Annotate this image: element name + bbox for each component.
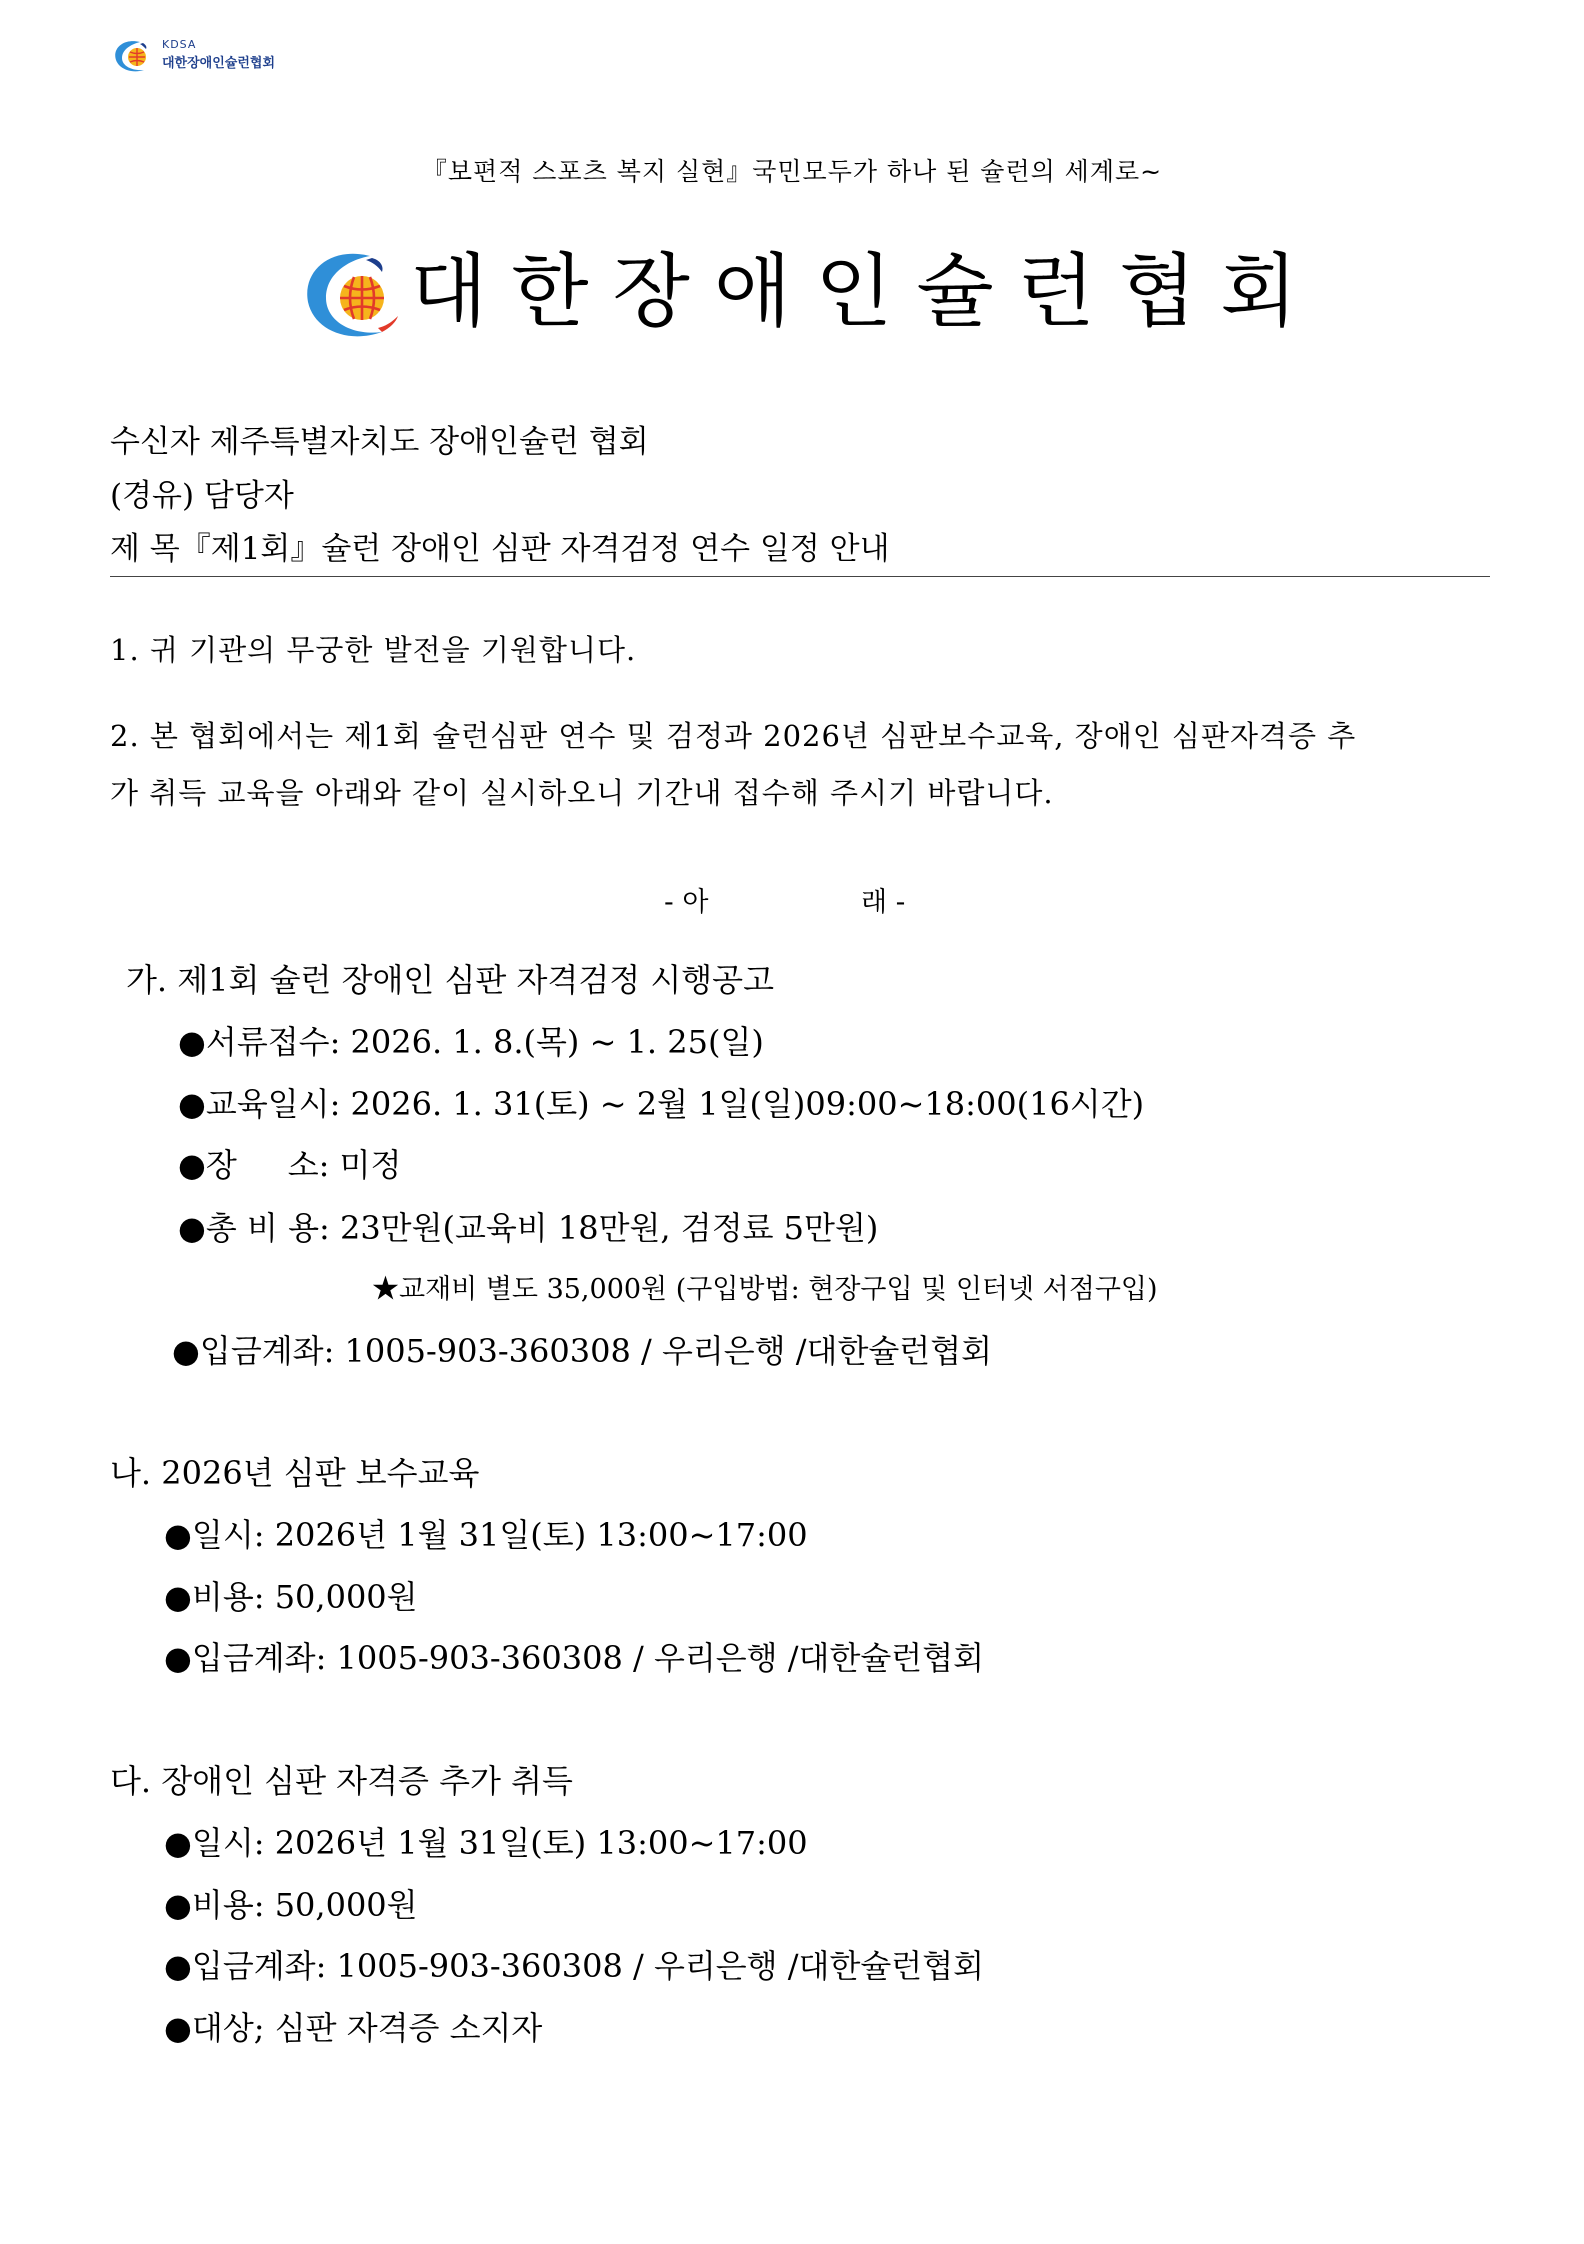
below-heading-right: 래 - [861,887,906,918]
section-na-item: ●일시: 2026년 1월 31일(토) 13:00~17:00 [164,1516,808,1554]
association-logo-icon [298,248,406,344]
org-en-label: KDSA [162,38,197,51]
recipient-line: 수신자 제주특별자치도 장애인슐런 협회 [110,424,649,460]
header-divider [110,576,1490,577]
section-na-title: 나. 2026년 심판 보수교육 [110,1454,480,1492]
slogan: 『보편적 스포츠 복지 실현』국민모두가 하나 된 슐런의 세계로~ [421,157,1163,186]
section-da-item: ●비용: 50,000원 [164,1886,418,1924]
header-logo [110,32,400,82]
section-ga-title: 가. 제1회 슐런 장애인 심판 자격검정 시행공고 [126,961,774,999]
below-heading [664,880,905,919]
paragraph-2-line-1: 2. 본 협회에서는 제1회 슐런심판 연수 및 검정과 2026년 심판보수교육, 장애인 심판자격증 추 [110,719,1357,753]
section-da-title: 다. 장애인 심판 자격증 추가 취득 [110,1762,573,1800]
paragraph-1: 1. 귀 기관의 무궁한 발전을 기원합니다. [110,633,637,667]
below-heading-left: - 아 [664,887,709,918]
section-da-item: ●일시: 2026년 1월 31일(토) 13:00~17:00 [164,1824,808,1862]
association-name: 대한장애인슐런협회 [410,245,1322,338]
section-ga-item: ●교육일시: 2026. 1. 31(토) ~ 2월 1일(일)09:00~18:00(16시간) [178,1085,1145,1123]
via-line: (경유) 담당자 [110,478,294,514]
kdsa-logo-icon [110,38,158,76]
section-na-item: ●입금계좌: 1005-903-360308 / 우리은행 /대한슐런협회 [164,1639,985,1677]
textbook-note: ★교재비 별도 35,000원 (구입방법: 현장구입 및 인터넷 서점구입) [372,1274,1158,1305]
section-ga-item: ●장 소: 미정 [178,1146,402,1184]
section-ga-account: ●입금계좌: 1005-903-360308 / 우리은행 /대한슐런협회 [172,1332,993,1370]
subject-line: 제 목『제1회』슐런 장애인 심판 자격검정 연수 일정 안내 [110,531,890,567]
section-da-item: ●대상; 심판 자격증 소지자 [164,2009,543,2047]
section-ga-item: ●총 비 용: 23만원(교육비 18만원, 검정료 5만원) [178,1209,879,1247]
section-da-item: ●입금계좌: 1005-903-360308 / 우리은행 /대한슐런협회 [164,1947,985,1985]
paragraph-2-line-2: 가 취득 교육을 아래와 같이 실시하오니 기간내 접수해 주시기 바랍니다. [110,776,1054,810]
section-na-item: ●비용: 50,000원 [164,1578,418,1616]
section-ga-item: ●서류접수: 2026. 1. 8.(목) ~ 1. 25(일) [178,1023,764,1061]
org-ko-label: 대한장애인슐런협회 [162,56,276,71]
